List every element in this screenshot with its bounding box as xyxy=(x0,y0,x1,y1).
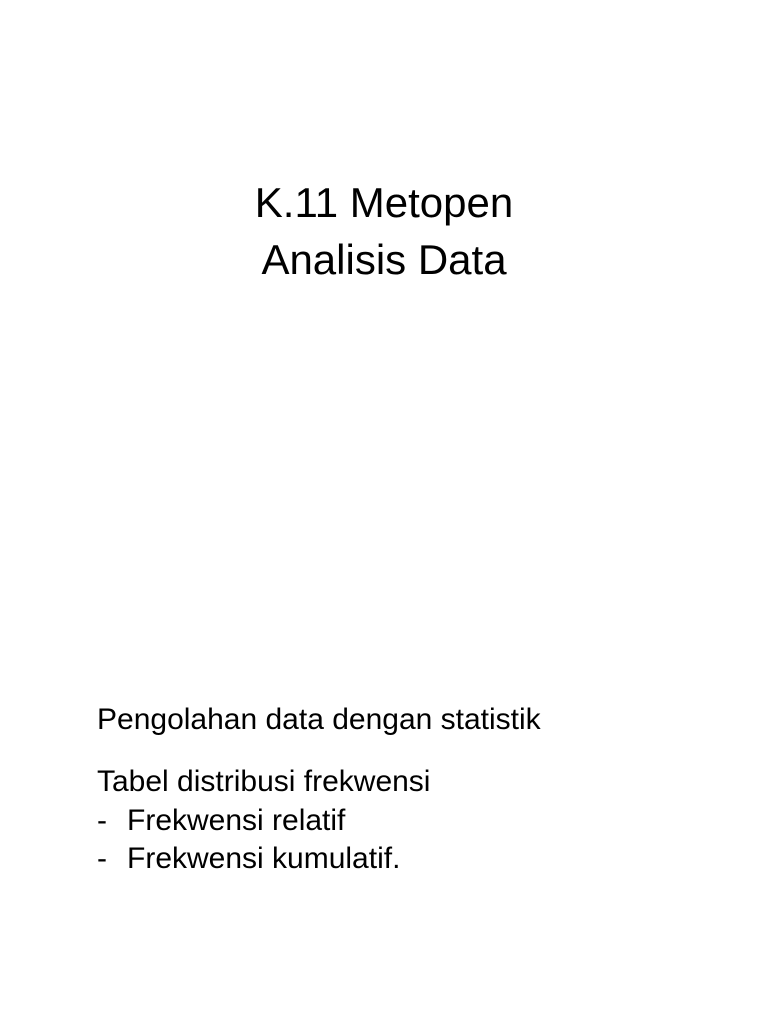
list-item xyxy=(97,840,717,878)
body-line-1: Pengolahan data dengan statistik xyxy=(97,703,541,736)
body-line-2: Tabel distribusi frekwensi xyxy=(97,765,431,798)
slide-title xyxy=(0,174,768,288)
bullet-list xyxy=(97,802,717,878)
title-line-1: K.11 Metopen xyxy=(254,179,514,226)
list-item xyxy=(97,802,717,840)
list-item-text: Frekwensi relatif xyxy=(127,804,346,837)
slide-body xyxy=(97,700,717,878)
list-item-text: Frekwensi kumulatif. xyxy=(127,842,401,875)
bullet-dash: - xyxy=(97,804,107,837)
title-line-2: Analisis Data xyxy=(261,236,507,283)
bullet-dash: - xyxy=(97,842,107,875)
